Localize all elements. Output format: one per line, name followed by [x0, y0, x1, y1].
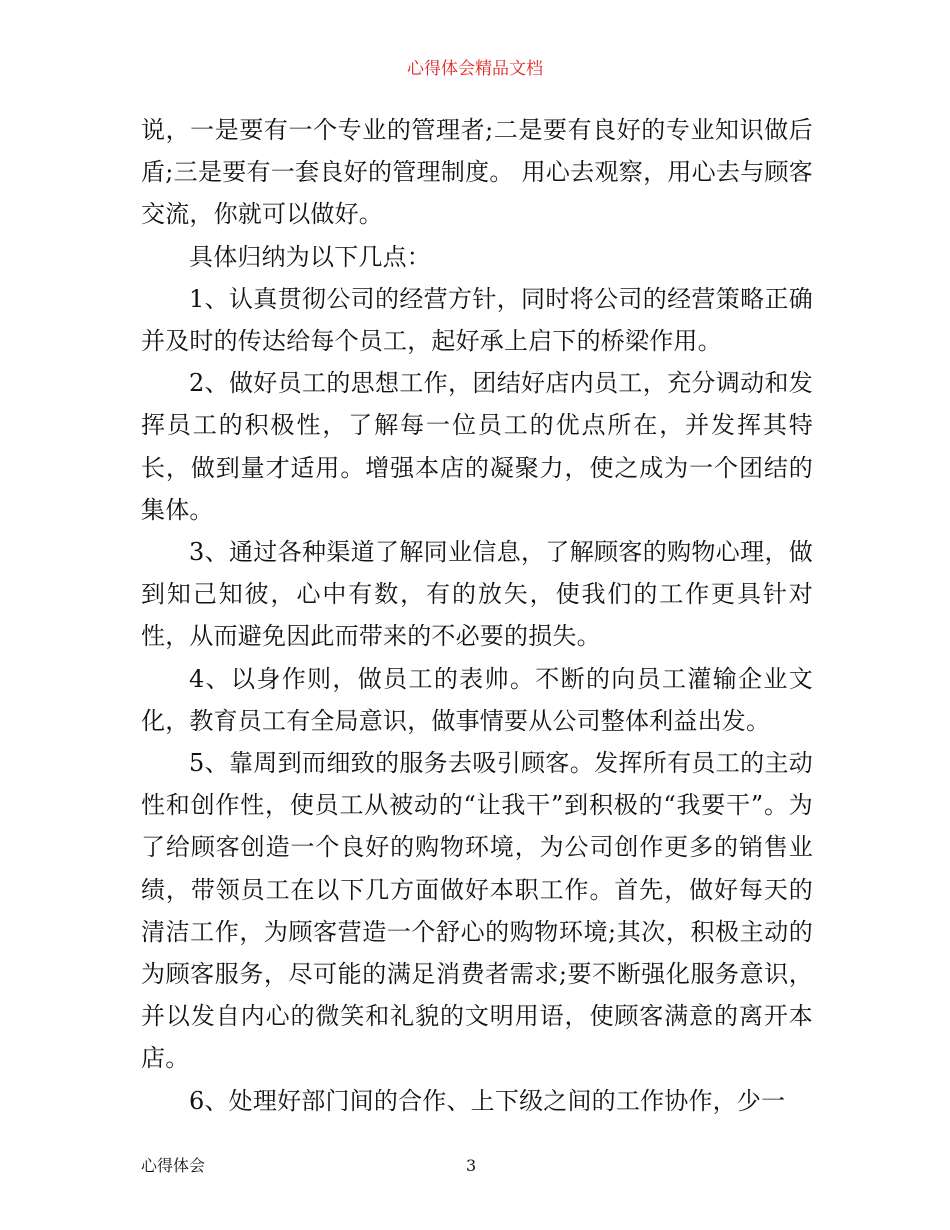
paragraph: 1、认真贯彻公司的经营方针，同时将公司的经营策略正确并及时的传达给每个员工，起好承上启下的桥梁作用。 [141, 284, 813, 356]
paragraph: 4、以身作则，做员工的表帅。不断的向员工灌输企业文化，教育员工有全局意识，做事情要从公司整体利益出发。 [141, 664, 813, 735]
page-number: 3 [466, 1156, 477, 1175]
page-header-title: 心得体会精品文档 [407, 59, 543, 79]
paragraph: 6、处理好部门间的合作、上下级之间的工作协作，少一 [189, 1086, 786, 1115]
paragraph: 具体归纳为以下几点： [189, 242, 431, 271]
document-body [141, 109, 813, 1122]
paragraph: 2、做好员工的思想工作，团结好店内员工，充分调动和发挥员工的积极性，了解每一位员工的优点所在，并发挥其特长，做到量才适用。增强本店的凝聚力，使之成为一个团结的集体。 [141, 369, 813, 524]
paragraph: 5、靠周到而细致的服务去吸引顾客。发挥所有员工的主动性和创作性，使员工从被动的“让我干”到积极的“我要干”。为了给顾客创造一个良好的购物环境，为公司创作更多的销售业绩，带领员工在以下几方面做好本职工作。首先，做好每天的清洁工作，为顾客营造一个舒心的购物环境;其次，积极主动的为顾客服务，尽可能的满足消费者需求;要不断强化服务意识，并以发自内心的微笑和礼貌的文明用语，使顾客满意的离开本店。 [141, 749, 813, 1073]
paragraph: 3、通过各种渠道了解同业信息，了解顾客的购物心理，做到知己知彼，心中有数，有的放矢，使我们的工作更具针对性，从而避免因此而带来的不必要的损失。 [141, 538, 813, 651]
paragraph: 说，一是要有一个专业的管理者;二是要有良好的专业知识做后盾;三是要有一套良好的管理制度。 用心去观察，用心去与顾客交流，你就可以做好。 [141, 116, 813, 229]
footer-label: 心得体会 [141, 1156, 206, 1175]
